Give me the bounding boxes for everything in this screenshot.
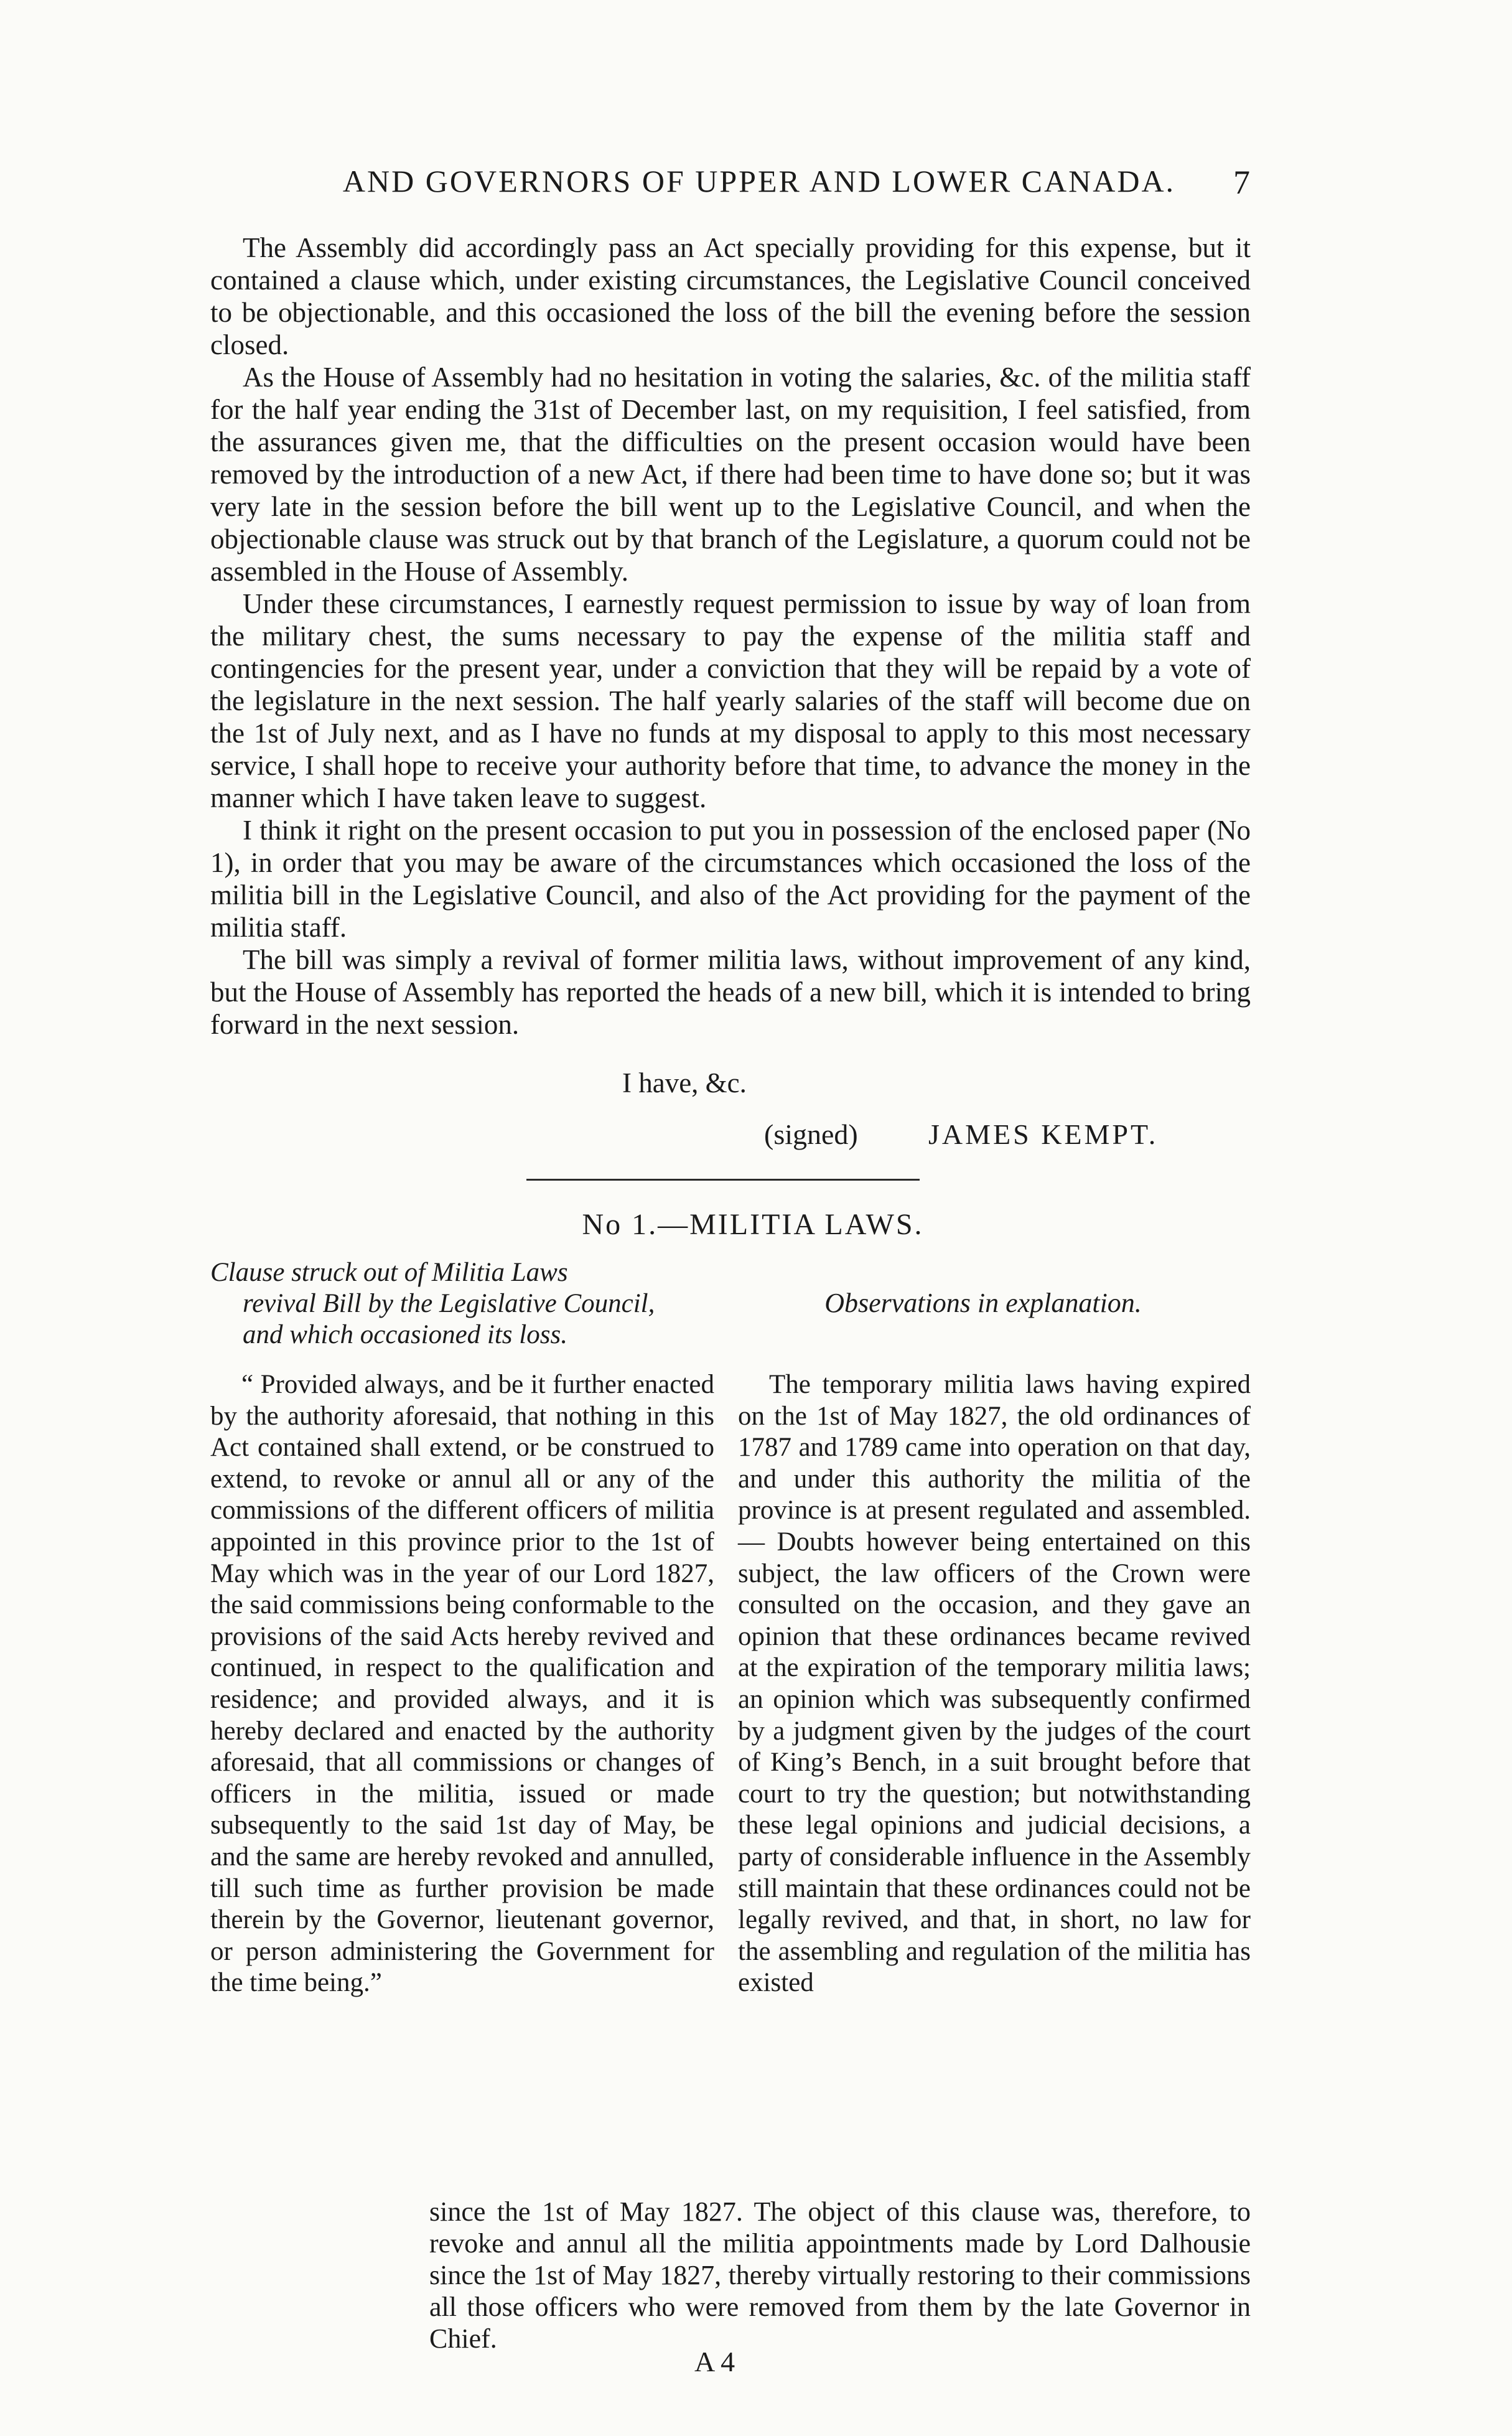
left-heading-line: revival Bill by the Legislative Council, (243, 1289, 655, 1318)
paragraph: As the House of Assembly had no hesitation in voting the salaries, &c. of the militia staff for the half year ending the 31st of December last, on my requisition, I feel satisfied, from the assurances given me, that the difficulties on the present occasion would have been removed by the introduction of a new Act, if there had been time to have done so; but it was very late in the session before the bill went up to the Legislative Council, and when the objectionable clause was struck out by that branch of the Legislature, a quorum could not be assembled in the House of Assembly. (210, 362, 1251, 587)
left-column-heading (210, 1257, 721, 1351)
left-heading-line: and which occasioned its loss. (243, 1320, 567, 1349)
running-head: AND GOVERNORS OF UPPER AND LOWER CANADA. (342, 164, 1176, 199)
signer-name: JAMES KEMPT. (928, 1118, 1159, 1150)
section-title: No 1.—MILITIA LAWS. (582, 1208, 924, 1241)
paragraph: The bill was simply a revival of former militia laws, without improvement of any kind, but the House of Assembly has reported the heads of a new bill, which it is intended to bring forward in the next session. (210, 944, 1251, 1040)
page-number: 7 (1233, 164, 1250, 201)
clause-text: “ Provided always, and be it further enacted by the authority aforesaid, that nothing in this Act contained shall extend, or be construed to extend, to revoke or annul all or any of the commissions of the different officers of militia appointed in this province prior to the 1st of May which was in the year of our Lord 1827, the said commissions being conformable to the provisions of the said Acts hereby revived and continued, in respect to the qualification and residence; and provided always, and it is hereby declared and enacted by the authority aforesaid, that all commissions or changes of officers in the militia, issued or made subsequently to the said 1st day of May, be and the same are hereby revoked and annulled, till such time as further provision be made therein by the Governor, lieutenant governor, or person administering the Government for the time being.” (210, 1370, 714, 1998)
observations-column (738, 1369, 1251, 1999)
observations-continuation: since the 1st of May 1827. The object of this clause was, therefore, to revoke and annul all the militia appointments made by Lord Dalhousie since the 1st of May 1827, thereby virtually restoring to their commissions all those officers who were removed from them by the late Governor in Chief. (429, 2196, 1251, 2354)
paragraph: Under these circumstances, I earnestly request permission to issue by way of loan from the military chest, the sums necessary to pay the expense of the militia staff and contingencies for the present year, under a conviction that they will be repaid by a vote of the legislature in the next session. The half yearly salaries of the staff will become due on the 1st of July next, and as I have no funds at my disposal to apply to this most necessary service, I shall hope to receive your authority before that time, to advance the money in the manner which I have taken leave to suggest. (210, 588, 1251, 813)
section-divider (526, 1179, 920, 1181)
right-column-heading: Observations in explanation. (824, 1288, 1142, 1318)
closing-line: I have, &c. (622, 1067, 747, 1099)
observations-text: The temporary militia laws having expired on the 1st of May 1827, the old ordinances of 1787 and 1789 came into operation on that day, and under this authority the militia of the province is at present regulated and assembled.— Doubts however being entertained on this subject, the law officers of the Crown were consulted on the occasion, and they gave an opinion that these ordinances became revived at the expiration of the temporary militia laws; an opinion which was subsequently confirmed by a judgment given by the judges of the court of King’s Bench, in a suit brought before that court to try the question; but notwithstanding these legal opinions and judicial decisions, a party of considerable influence in the Assembly still maintain that these ordinances could not be legally revived, and that, in short, no law for the assembling and regulation of the militia has existed (738, 1370, 1251, 1998)
printer-signature-mark: A 4 (694, 2346, 735, 2377)
left-heading-line: Clause struck out of Militia Laws (210, 1258, 568, 1287)
paragraph: I think it right on the present occasion to put you in possession of the enclosed paper (No 1), in order that you may be aware of the circumstances which occasioned the loss of the militia bill in the Legislative Council, and also of the Act providing for the payment of the militia staff. (210, 815, 1251, 943)
clause-text-column (210, 1369, 714, 1999)
signed-label: (signed) (764, 1118, 858, 1150)
letter-body (210, 232, 1251, 1041)
paragraph: The Assembly did accordingly pass an Act specially providing for this expense, but it contained a clause which, under existing circumstances, the Legislative Council conceived to be objectionable, and this occasioned the loss of the bill the evening before the session closed. (210, 232, 1251, 360)
